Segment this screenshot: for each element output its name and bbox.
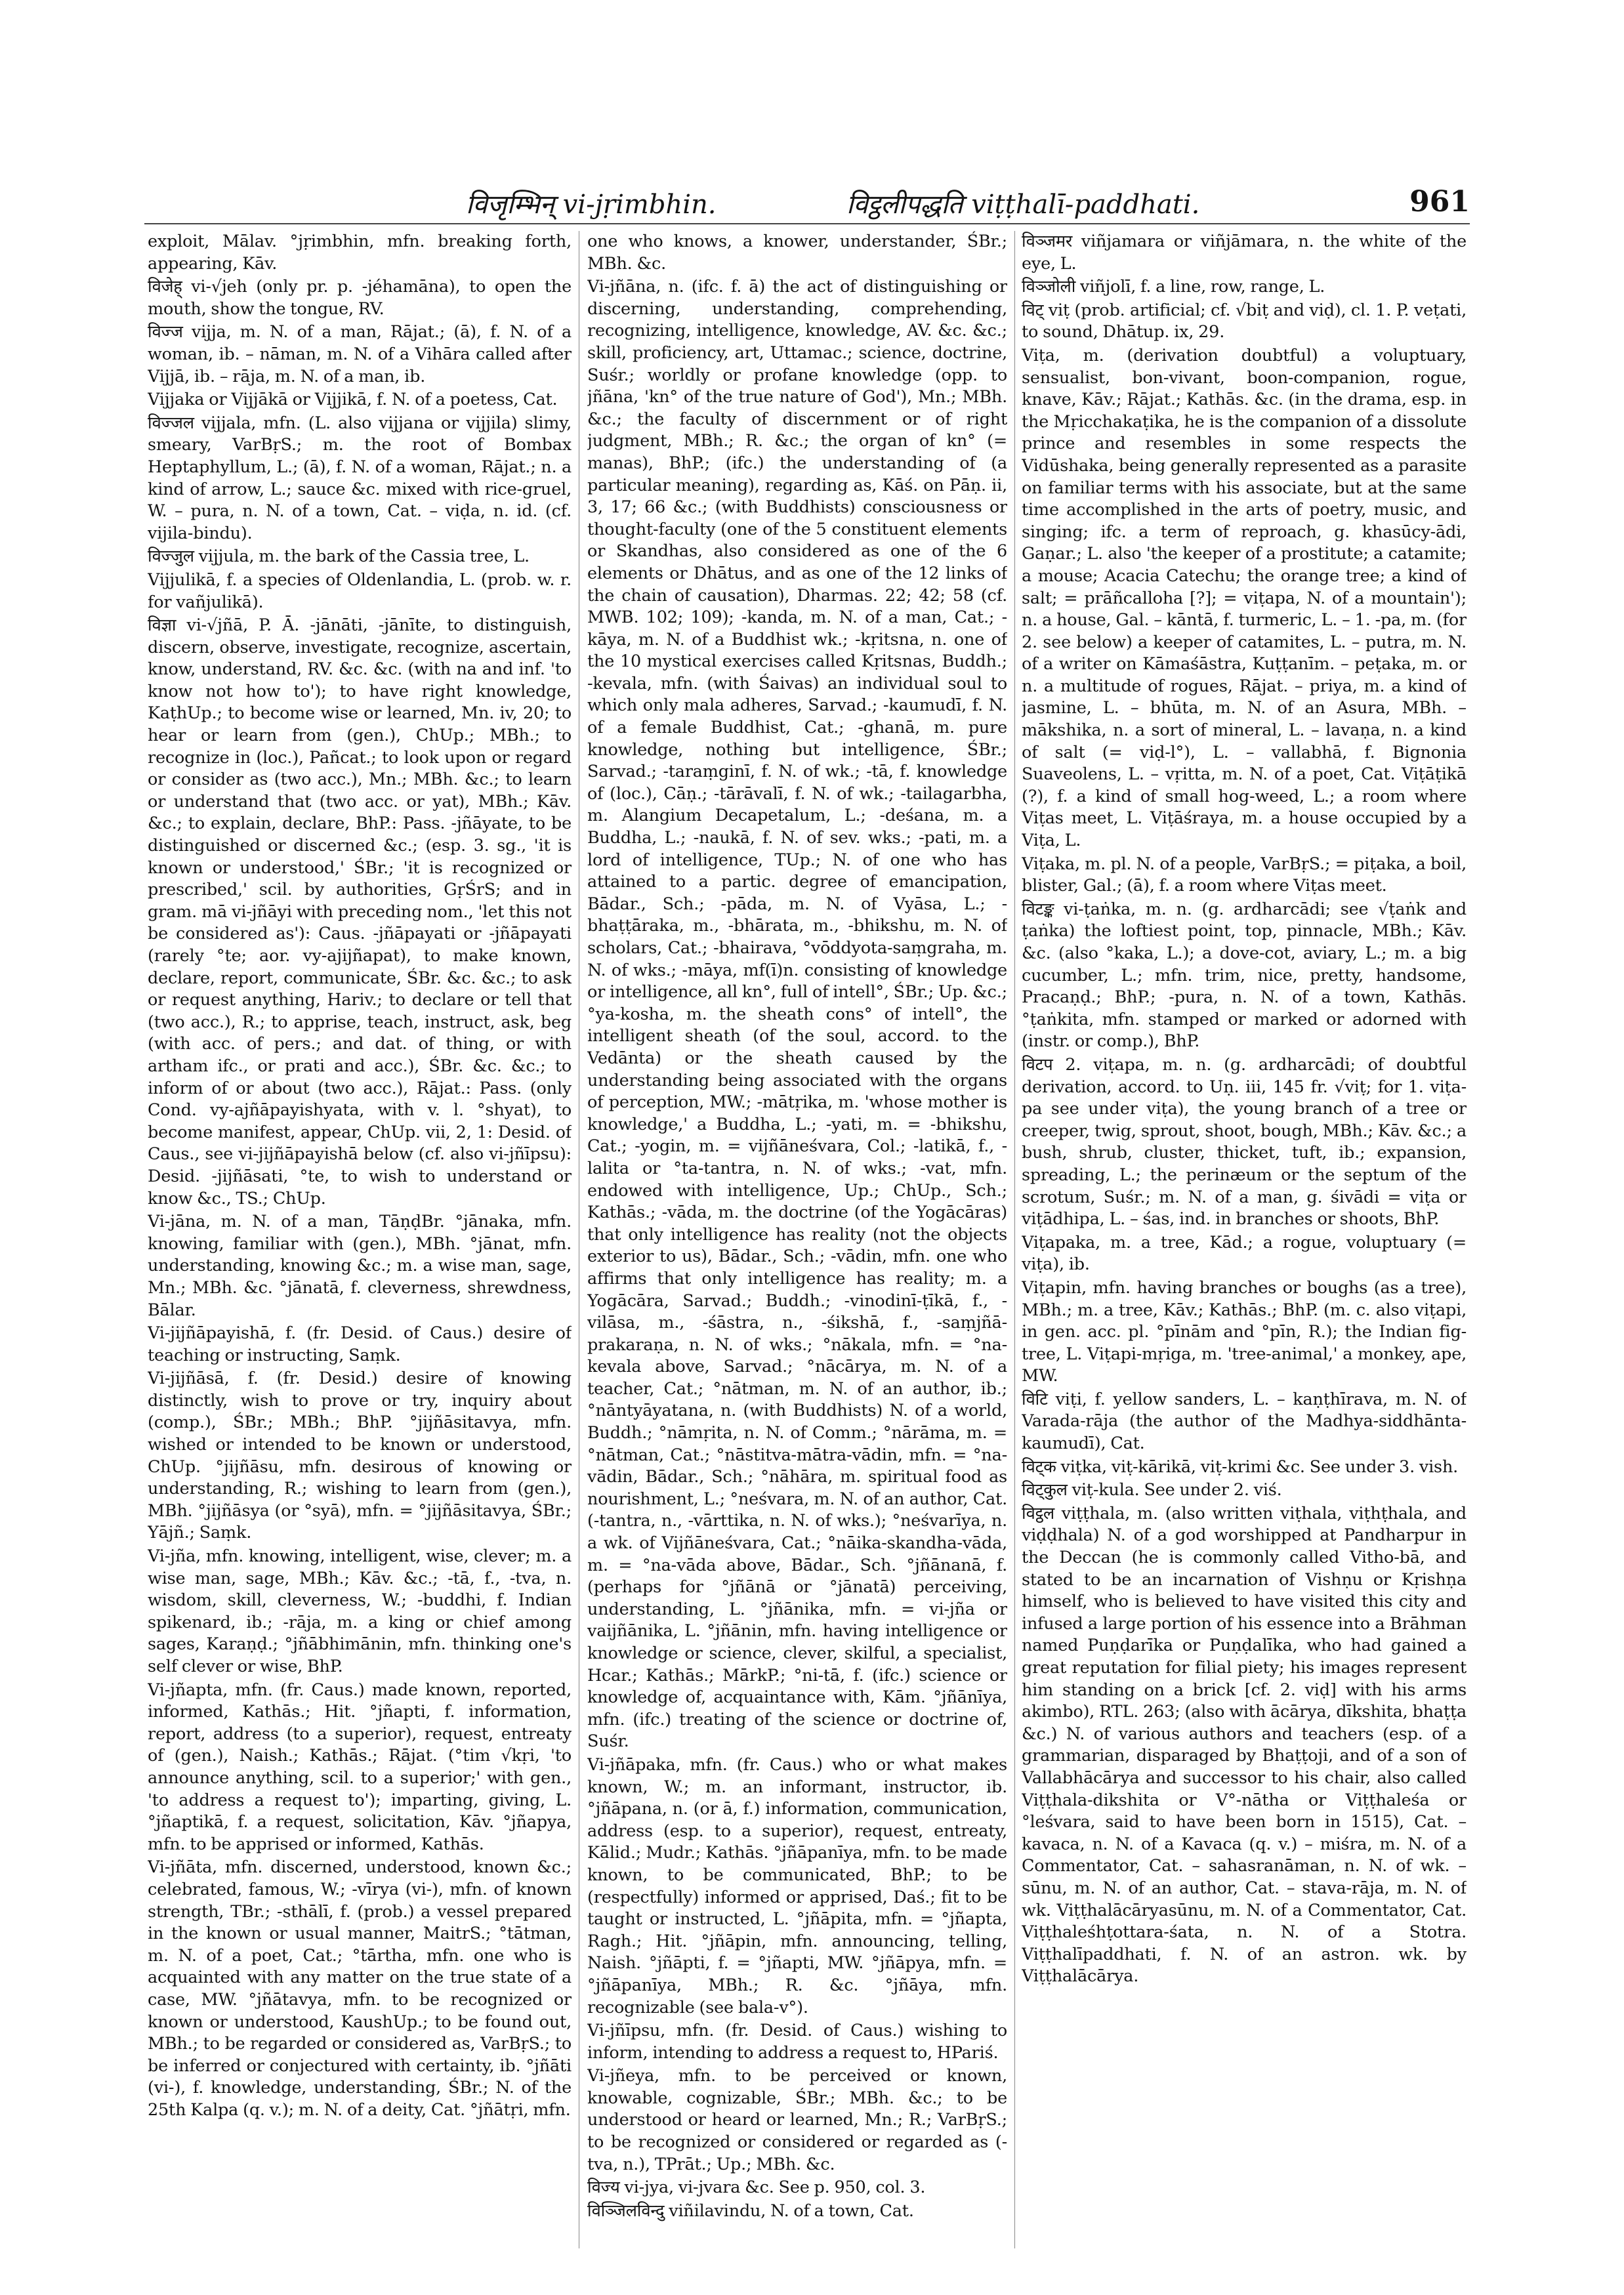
dictionary-entry: विज्ञा vi-√jñā, P. Ā. -jānāti, -jānīte, to distinguish, discern, observe, investigate, recognize, ascertain, know, understand, RV. &c. &c. (with na and inf. 'to know not how to'); to have right knowledge, KaṭhUp.; to become wise or learned, Mn. iv, 20; to hear or learn from (gen.), ChUp.; MBh.; to recognize in (loc.), Pañcat.; to look upon or regard or consider as (two acc.), Mn.; MBh. &c.; to learn or understand that (two acc. or yat), MBh.; Kāv. &c.; to explain, declare, BhP.: Pass. -jñāyate, to be distinguished or discerned &c.; (esp. 3. sg., 'it is known or understood,' ŚBr.; 'it is recognized or prescribed,' scil. by authorities, GṛŚrS; and in gram. mā vi-jñāyi with preceding nom., 'let this not be considered as'): Caus. -jñāpayati or -jñāpayati (rarely °te; aor. vy-ajijñapat), to make known, declare, report, communicate, ŚBr. &c. &c.; to ask or request anything, Hariv.; to declare or tell that (two acc.), R.; to apprise, teach, instruct, ask, beg (with acc. of pers.; and dat. of thing, or with artham ifc., or prati and acc.), ŚBr. &c. &c.; to inform of or about (two acc.), Rājat.: Pass. (only Cond. vy-ajñāpayishyata, with v. l. °shyat), to become manifest, appear, ChUp. vii, 2, 1: Desid. of Caus., see vi-jijñāpayishā below (cf. also vi-jñīpsu): Desid. -jijñāsati, °te, to wish to understand or know &c., TS.; ChUp. [148,615,572,1209]
column-divider [1014,231,1015,2248]
dictionary-entry: Vi-jāna, m. N. of a man, TāṇḍBr. °jānaka, mfn. knowing, familiar with (gen.), MBh. °jānat, mfn. understanding, knowing &c.; m. a wise man, sage, Mn.; MBh. &c. °jānatā, f. cleverness, shrewdness, Bālar. [148,1212,572,1320]
dictionary-entry: Viṭapaka, m. a tree, Kād.; a rogue, voluptuary (= viṭa), ib. [1022,1232,1467,1275]
dictionary-entry: Vijjaka or Vijjākā or Vijjikā, f. N. of a poetess, Cat. [148,390,558,410]
dictionary-entry: Vi-jña, mfn. knowing, intelligent, wise, clever; m. a wise man, sage, MBh.; Kāv. &c.; -tā, f., -tva, n. wisdom, skill, cleverness, W.; -buddhi, f. Indian spikenard, ib.; -rāja, m. a king or chief among sages, Karaṇḍ.; °jñābhimānin, mfn. thinking one's self clever or wise, BhP. [148,1546,572,1676]
dictionary-entry: विट् viṭ (prob. artificial; cf. √biṭ and viḍ), cl. 1. P. veṭati, to sound, Dhātup. ix, 29. [1022,300,1467,342]
dictionary-entry: Vi-jñīpsu, mfn. (fr. Desid. of Caus.) wishing to inform, intending to address a request to, HPariś. [587,2021,1007,2063]
dictionary-entry: Vi-jijñāpayishā, f. (fr. Desid. of Caus.) desire of teaching or instructing, Saṃk. [148,1323,572,1365]
dictionary-entry: Vi-jñāna, n. (ifc. f. ā) the act of distinguishing or discerning, understanding, comprehending, recognizing, intelligence, knowledge, AV. &c. &c.; skill, proficiency, art, Uttamac.; science, doctrine, Suśr.; worldly or profane knowledge (opp. to jñāna, 'kn° of the true nature of God'), Mn.; MBh. &c.; the faculty of discernment or of right judgment, MBh.; R. &c.; the organ of kn° (= manas), BhP.; (ifc.) the understanding of (a particular meaning), regarding as, Kāś. on Pāṇ. ii, 3, 17; 66 &c.; (with Buddhists) consciousness or thought-faculty (one of the 5 constituent elements or Skandhas, also considered as one of the 6 elements or Dhātus, and as one of the 12 links of the chain of causation), Dharmas. 22; 42; 58 (cf. MWB. 102; 109); -kanda, m. N. of a man, Cat.; -kāya, m. N. of a Buddhist wk.; -kṛitsna, n. one of the 10 mystical exercises called Kṛitsnas, Buddh.; -kevala, mfn. (with Śaivas) an individual soul to which only mala adheres, Sarvad.; -kaumudī, f. N. of a female Buddhist, Cat.; -ghanā, m. pure knowledge, nothing but intelligence, ŚBr.; Sarvad.; -taraṃginī, f. N. of wk.; -tā, f. knowledge of (loc.), Cāṇ.; -tārāvalī, f. N. of wk.; -tailagarbha, m. Alangium Decapetalum, L.; -deśana, m. a Buddha, L.; -naukā, f. N. of sev. wks.; -pati, m. a lord of intelligence, TUp.; N. of one who has attained to a partic. degree of emancipation, Bādar., Sch.; -pāda, m. N. of Vyāsa, L.; -bhaṭṭāraka, m., -bhārata, m., -bhikshu, m. N. of scholars, Cat.; -bhairava, °vōddyota-saṃgraha, m. N. of wks.; -māya, mf(ī)n. consisting of knowledge or intelligence, all kn°, full of intell°, ŚBr.; Up. &c.; °ya-kosha, m. the sheath cons° of intell°, the intelligent sheath (of the soul, accord. to the Vedānta) or the sheath caused by the understanding being associated with the organs of perception, MW.; -mātṛika, m. 'whose mother is knowledge,' a Buddha, L.; -yati, m. = -bhikshu, Cat.; -yogin, m. = vijñāneśvara, Col.; -latikā, f., -lalita or °ta-tantra, n. N. of wks.; -vat, mfn. endowed with intelligence, Up.; ChUp., Sch.; Kathās.; -vāda, m. the doctrine (of the Yogācāras) that only intelligence has reality (not the objects exterior to us), Bādar., Sch.; -vādin, mfn. one who affirms that only intelligence has reality; m. a Yogācāra, Sarvad.; Buddh.; -vinodinī-ṭīkā, f., -vilāsa, m., -śāstra, n., -śikshā, f., -saṃjñā-prakaraṇa, n. N. of wks.; °nākala, mfn. = °na-kevala above, Sarvad.; °nācārya, m. N. of a teacher, Cat.; °nātman, m. N. of an author, ib.; °nāntyāyatana, n. (with Buddhists) N. of a world, Buddh.; °nāmṛita, n. N. of Comm.; °nārāma, m. = °nātman, Cat.; °nāstitva-mātra-vādin, mfn. = °na-vādin, Bādar., Sch.; °nāhāra, m. spiritual food as nourishment, L.; °neśvara, m. N. of an author, Cat. (-tantra, n., -vārttika, n. N. of wks.); °neśvarīya, n. a wk. of Vijñāneśvara, Cat.; °nāika-skandha-vāda, m. = °na-vāda above, Bādar., Sch. °jñānanā, f. (perhaps for °jñānā or °jānatā) perceiving, understanding, L. °jñānika, mfn. = vi-jña or vaijñānika, L. °jñānin, mfn. having intelligence or knowledge or science, clever, skilful, a specialist, Hcar.; Kathās.; MārkP.; °ni-tā, f. (ifc.) science or knowledge of, acquaintance with, Kām. °jñānīya, mfn. (ifc.) treating of the science or doctrine of, Suśr. [587,277,1007,1752]
running-head-right: विट्ठलीपद्धति viṭṭhalī-paddhati. [846,190,1200,220]
dictionary-entry: विञ्जमर viñjamara or viñjāmara, n. the white of the eye, L. [1022,232,1467,274]
dictionary-entry: विञ्जिलविन्दु viñilavindu, N. of a town, Cat. [587,2201,914,2221]
dictionary-entry: Vi-jñeya, mfn. to be perceived or known, knowable, cognizable, ŚBr.; MBh. &c.; to be understood or heard or learned, Mn.; R.; VarBṛS.; to be recognized or considered or regarded as (-tva, n.), TPrāt.; Up.; MBh. &c. [587,2066,1007,2174]
page-header [144,185,1470,224]
dictionary-entry: Viṭapin, mfn. having branches or boughs (as a tree), MBh.; m. a tree, Kāv.; Kathās.; BhP. (m. c. also viṭapi, in gen. acc. pl. °pīnām and °pīn, R.); the Indian fig-tree, L. Viṭapi-mṛiga, m. 'tree-animal,' a monkey, ape, MW. [1022,1277,1467,1386]
dictionary-entry: one who knows, a knower, understander, ŚBr.; MBh. &c. [587,232,1007,274]
dictionary-entry: Vi-jijñāsā, f. (fr. Desid.) desire of knowing distinctly, wish to prove or try, inquiry about (comp.), ŚBr.; MBh.; BhP. °jijñāsitavya, mfn. wished or intended to be known or understood, ChUp. °jijñāsu, mfn. desirous of knowing or understanding, R.; wishing to learn from (gen.), MBh. °jijñāsya (or °syā), mfn. = °jijñāsitavya, ŚBr.; Yājñ.; Saṃk. [148,1369,572,1543]
dictionary-entry: Viṭa, m. (derivation doubtful) a voluptuary, sensualist, bon-vivant, boon-companion, rogue, knave, Kāv.; Rājat.; Kathās. &c. (in the drama, esp. in the Mṛicchakaṭika, he is the companion of a dissolute prince and resembles in some respects the Vidūshaka, being generally represented as a parasite on familiar terms with his associate, but at the same time accomplished in the arts of poetry, music, and singing; ifc. a term of reproach, g. khasūcy-ādi, Gaṇar.; L. also 'the keeper of a prostitute; a catamite; a mouse; Acacia Catechu; the orange tree; a kind of salt; = prāñcalloha [?]; = viṭapa, N. of a mountain'); n. a house, Gal. – kāntā, f. turmeric, L. – 1. -pa, m. (for 2. see below) a keeper of catamites, L. – putra, m. N. of a writer on Kāmaśāstra, Kuṭṭanīm. – peṭaka, m. or n. a multitude of rogues, Rājat. – priya, m. a kind of jasmine, L. – bhūta, m. N. of an Asura, MBh. – mākshika, n. a sort of mineral, L. – lavaṇa, n. a kind of salt (= viḍ-l°), L. – vallabhā, f. Bignonia Suaveolens, L. – vṛitta, m. N. of a poet, Cat. Viṭāṭikā (?), f. a kind of small hog-weed, L.; a room where Viṭas meet, L. Viṭāśraya, m. a house occupied by a Viṭa, L. [1022,345,1467,851]
dictionary-entry: विज्य vi-jya, vi-jvara &c. See p. 950, col. 3. [587,2178,926,2198]
dictionary-entry: विज्जल vijjala, mfn. (L. also vijjana or vijjila) slimy, smeary, VarBṛS.; m. the root of Bombax Heptaphyllum, L.; (ā), f. N. of a woman, Rājat.; n. a kind of arrow, L.; sauce &c. mixed with rice-gruel, W. – pura, n. N. of a town, Cat. – viḍa, n. id. (cf. vijila-bindu). [148,413,572,543]
dictionary-entry: विज्जुल vijjula, m. the bark of the Cassia tree, L. [148,547,530,567]
dictionary-entry: Viṭaka, m. pl. N. of a people, VarBṛS.; = piṭaka, a boil, blister, Gal.; (ā), f. a room where Viṭas meet. [1022,854,1467,896]
column-2 [587,231,1007,2252]
dictionary-entry: विजेह् vi-√jeh (only pr. p. -jéhamāna), to open the mouth, show the tongue, RV. [148,277,572,319]
dictionary-entry: विट्कुल viṭ-kula. See under 2. viś. [1022,1480,1282,1500]
column-1 [148,231,572,2252]
dictionary-entry: विटङ्क vi-ṭaṅka, m. n. (g. ardharcādi; see √ṭaṅk and ṭaṅka) the loftiest point, top, pinnacle, MBh.; Kāv. &c. (also °kaka, L.); a dove-cot, aviary, L.; m. a big cucumber, L.; mfn. trim, nice, pretty, handsome, Pracaṇḍ.; BhP.; -pura, n. N. of a town, Kathās. °ṭaṅkita, mfn. stamped or marked or adorned with (instr. or comp.), BhP. [1022,899,1467,1052]
dictionary-entry: विज्ज vijja, m. N. of a man, Rājat.; (ā), f. N. of a woman, ib. – nāman, m. N. of a Vihāra called after Vijjā, ib. – rāja, m. N. of a man, ib. [148,322,572,386]
column-3 [1022,231,1467,2252]
dictionary-entry: Vi-jñapta, mfn. (fr. Caus.) made known, reported, informed, Kathās.; Hit. °jñapti, f. information, report, address (to a superior), request, entreaty of (gen.), Naish.; Kathās.; Rājat. (°tim √kṛi, 'to announce anything, scil. to a superior;' with gen., 'to address a request to'); imparting, giving, L. °jñaptikā, f. a request, solicitation, Kāv. °jñapya, mfn. to be apprised or informed, Kathās. [148,1680,572,1854]
dictionary-entry: exploit, Mālav. °jṛimbhin, mfn. breaking forth, appearing, Kāv. [148,232,572,274]
dictionary-entry: विट्ठल viṭṭhala, m. (also written viṭhala, viṭhṭhala, and viḍḍhala) N. of a god worshipped at Pandharpur in the Deccan (he is commonly called Vitho-bā, and stated to be an incarnation of Vishṇu or Kṛishṇa himself, who is believed to have visited this city and infused a large portion of his essence into a Brāhman named Puṇḍarīka or Puṇḍalīka, who had gained a great reputation for filial piety; his images represent him standing on a brick [cf. 2. viḍ] with his arms akimbo), RTL. 263; (also with ācārya, dīkshita, bhaṭṭa &c.) N. of various authors and teachers (esp. of a grammarian, disparaged by Bhaṭṭoji, and of a son of Vallabhācārya and successor to his chair, also called Viṭṭhala-dikshita or V°-nātha or Viṭṭhaleśa or °leśvara, said to have been born in 1515), Cat. – kavaca, n. N. of a Kavaca (q. v.) – miśra, m. N. of a Commentator, Cat. – sahasranāman, n. N. of wk. – sūnu, m. N. of an author, Cat. – stava-rāja, m. N. of wk. Viṭṭhalācāryasūnu, m. N. of a Commentator, Cat. Viṭṭhaleśhṭottara-śata, n. N. of a Stotra. Viṭṭhalīpaddhati, f. N. of an astron. wk. by Viṭṭhalācārya. [1022,1503,1467,1987]
dictionary-entry: Vi-jñāta, mfn. discerned, understood, known &c.; celebrated, famous, W.; -vīrya (vi-), mfn. of known strength, TBr.; -sthālī, f. (prob.) a vessel prepared in the known or usual manner, MaitrS.; °tātman, m. N. of a poet, Cat.; °tārtha, mfn. one who is acquainted with any matter on the true state of a case, MW. °jñātavya, mfn. to be recognized or known or understood, KaushUp.; to be found out, MBh.; to be regarded or considered as, VarBṛS.; to be inferred or conjectured with certainty, ib. °jñāti (vi-), f. knowledge, understanding, ŚBr.; N. of the 25th Kalpa (q. v.); m. N. of a deity, Cat. °jñātṛi, mfn. [148,1857,572,2120]
dictionary-entry: विट्क viṭka, viṭ-kārikā, viṭ-krimi &c. See under 3. vish. [1022,1457,1459,1477]
dictionary-entry: Vi-jñāpaka, mfn. (fr. Caus.) who or what makes known, W.; m. an informant, instructor, ib. °jñāpana, n. (or ā, f.) information, communication, address (esp. to a superior), request, entreaty, Kālid.; Mudr.; Kathās. °jñāpanīya, mfn. to be made known, to be communicated, BhP.; to be (respectfully) informed or apprised, Daś.; fit to be taught or instructed, L. °jñāpita, mfn. = °jñapta, Ragh.; Hit. °jñāpin, mfn. announcing, telling, Naish. °jñāpti, f. = °jñapti, MW. °jñāpya, mfn. = °jñāpanīya, MBh.; R. &c. °jñāya, mfn. recognizable (see bala-v°). [587,1754,1007,2017]
dictionary-entry: विटप 2. viṭapa, m. n. (g. ardharcādi; of doubtful derivation, accord. to Uṇ. iii, 145 fr. √viṭ; for 1. viṭa-pa see under viṭa), the young branch of a tree or creeper, twig, sprout, shoot, bough, MBh.; Kāv. &c.; a bush, shrub, cluster, thicket, tuft, ib.; expansion, spreading, L.; the perinæum or the septum of the scrotum, Suśr.; m. N. of a man, g. śivādi = viṭa or viṭādhipa, L. – śas, ind. in branches or shoots, BhP. [1022,1054,1467,1230]
dictionary-entry: विटि viṭi, f. yellow sanders, L. – kaṇṭhīrava, m. N. of Varada-rāja (the author of the Madhya-siddhānta-kaumudī), Cat. [1022,1389,1467,1454]
dictionary-entry: विञ्जोली viñjolī, f. a line, row, range, L. [1022,277,1325,297]
running-head-left: विजृम्भिन् vi-jṛimbhin. [466,190,717,220]
page-number: 961 [1409,185,1470,218]
dictionary-entry: Vijjulikā, f. a species of Oldenlandia, L. (prob. w. r. for vañjulikā). [148,569,572,612]
